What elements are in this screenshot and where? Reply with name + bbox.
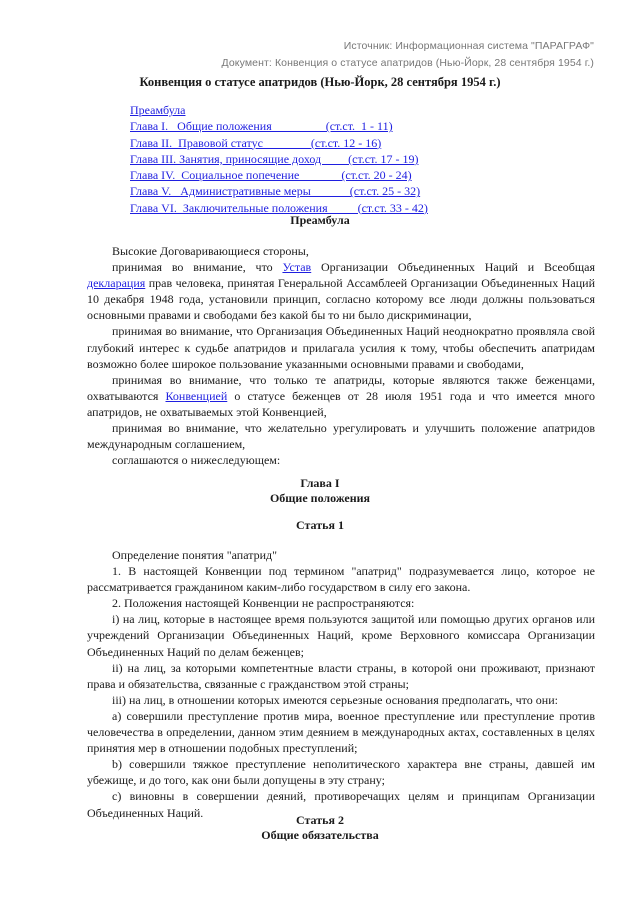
article-paragraph: b) совершили тяжкое преступление неполитического характера вне страны, давшей им убежище, и до того, как они были допущены в эту страну; bbox=[87, 757, 595, 788]
toc-link-chapter-1[interactable]: Глава I. Общие положения (ст.ст. 1 - 11) bbox=[130, 119, 393, 134]
article-1-heading: Статья 1 bbox=[296, 518, 344, 532]
preamble-paragraph: принимая во внимание, что Устав Организации Объединенных Наций и Всеобщая декларация прав человека, принятая Генеральной Ассамблеей Организации Объединенных Наций 10 декабря 1948 года, установили принцип, согласно которому все люди должны пользоваться основными правами и свободами без какой бы то ни было дискриминации, bbox=[87, 260, 595, 323]
toc-link-chapter-5[interactable]: Глава V. Административные меры (ст.ст. 25 - 32) bbox=[130, 184, 421, 199]
article-paragraph: 2. Положения настоящей Конвенции не распространяются: bbox=[112, 596, 415, 611]
preamble-body bbox=[87, 243, 595, 468]
source-line: Источник: Информационная система "ПАРАГРАФ" bbox=[343, 40, 594, 52]
article-1-body bbox=[87, 547, 595, 821]
preamble-paragraph: принимая во внимание, что Организация Объединенных Наций неоднократно проявляла свой глубокий интерес к судьбе апатридов и прилагала усилия к тому, чтобы обеспечить апатридам возможно более широкое пользование указанными основными правами и свободами, bbox=[87, 324, 595, 371]
article-paragraph: ii) на лиц, за которыми компетентные власти страны, в которой они проживают, признают права и обязательства, связанные с гражданством этой страны; bbox=[87, 660, 595, 691]
article-paragraph: Определение понятия "апатрид" bbox=[112, 548, 278, 562]
article-paragraph: iii) на лиц, в отношении которых имеются серьезные основания предполагать, что они: bbox=[112, 692, 558, 707]
document-line: Документ: Конвенция о статусе апатридов (Нью-Йорк, 28 сентября 1954 г.) bbox=[221, 57, 594, 69]
toc-link-chapter-4[interactable]: Глава IV. Социальное попечение (ст.ст. 20 - 24) bbox=[130, 168, 412, 183]
chapter-1-subheading: Общие положения bbox=[269, 491, 371, 505]
preamble-paragraph: принимая во внимание, что желательно урегулировать и улучшить положение апатридов международным соглашением, bbox=[87, 421, 595, 452]
toc-link-chapter-3[interactable]: Глава III. Занятия, приносящие доход (ст.ст. 17 - 19) bbox=[130, 151, 419, 166]
toc-link-chapter-2[interactable]: Глава II. Правовой статус (ст.ст. 12 - 16) bbox=[130, 135, 382, 150]
declaration-link[interactable]: декларация bbox=[87, 276, 146, 291]
charter-link[interactable]: Устав bbox=[282, 260, 312, 275]
article-2-subheading: Общие обязательства bbox=[261, 828, 379, 842]
chapter-1-heading: Глава I bbox=[300, 476, 340, 490]
article-paragraph: a) совершили преступление против мира, военное преступление или преступление против человечества в определении, данном этим деянием в международных актах, составленных в целях принятия мер в отношении подобных преступлений; bbox=[87, 708, 595, 756]
article-paragraph: c) виновны в совершении деяний, противоречащих целям и принципам Организации Объединенных Наций. bbox=[87, 789, 595, 820]
document-title: Конвенция о статусе апатридов (Нью-Йорк, 28 сентября 1954 г.) bbox=[139, 75, 501, 89]
preamble-paragraph: принимая во внимание, что только те апатриды, которые являются также беженцами, охватываются Конвенцией о статусе беженцев от 28 июля 1951 года и что имеется много апатридов, не охватываемых этой Конвенцией, bbox=[87, 372, 595, 419]
article-paragraph: 1. В настоящей Конвенции под термином "апатрид" подразумевается лицо, которое не рассматривается гражданином каким-либо государством в силу его закона. bbox=[87, 564, 595, 595]
preamble-paragraph: Высокие Договаривающиеся стороны, bbox=[112, 244, 309, 258]
refugee-convention-link[interactable]: Конвенцией bbox=[165, 388, 228, 403]
toc-link-chapter-6[interactable]: Глава VI. Заключительные положения (ст.ст. 33 - 42) bbox=[130, 200, 428, 215]
article-paragraph: i) на лиц, которые в настоящее время пользуются защитой или помощью других органов или учреждений Организации Объединенных Наций, кроме Верховного комиссара Организации Объединенных Наций по делам беженцев; bbox=[87, 612, 595, 659]
preamble-heading: Преамбула bbox=[290, 213, 350, 227]
article-2-heading: Статья 2 bbox=[296, 813, 344, 827]
toc-link-preamble[interactable]: Преамбула bbox=[130, 103, 186, 117]
table-of-contents bbox=[130, 102, 428, 216]
preamble-paragraph: соглашаются о нижеследующем: bbox=[112, 453, 281, 468]
